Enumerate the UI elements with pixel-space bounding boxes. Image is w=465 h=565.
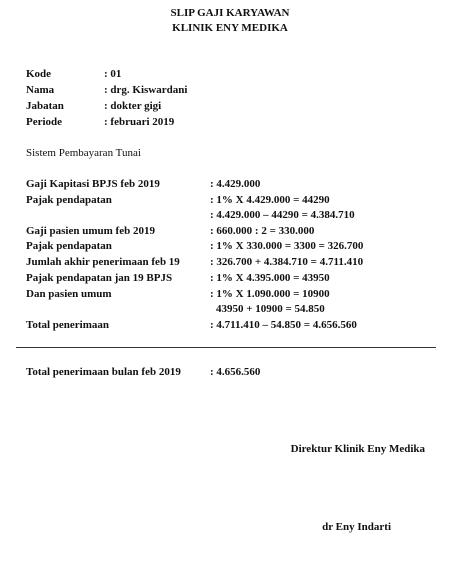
monthly-total-value: : 4.656.560 bbox=[210, 366, 261, 378]
employee-position-value: : dokter gigi bbox=[104, 100, 162, 112]
detail-label: Gaji Kapitasi BPJS feb 2019 bbox=[26, 178, 160, 190]
detail-value: : 4.429.000 – 44290 = 4.384.710 bbox=[210, 209, 355, 221]
detail-label: Pajak pendapatan bbox=[26, 240, 112, 252]
detail-label: Jumlah akhir penerimaan feb 19 bbox=[26, 256, 180, 268]
detail-label: Pajak pendapatan jan 19 BPJS bbox=[26, 272, 173, 284]
payment-system: Sistem Pembayaran Tunai bbox=[26, 147, 141, 159]
slip-title: SLIP GAJI KARYAWAN bbox=[170, 7, 290, 19]
detail-value: : 1% X 1.090.000 = 10900 bbox=[210, 288, 330, 300]
monthly-total-label: Total penerimaan bulan feb 2019 bbox=[26, 366, 181, 378]
employee-name-value: : drg. Kiswardani bbox=[104, 84, 188, 96]
total-value: : 4.711.410 – 54.850 = 4.656.560 bbox=[210, 319, 357, 331]
detail-value: : 1% X 4.395.000 = 43950 bbox=[210, 272, 330, 284]
signature-title: Direktur Klinik Eny Medika bbox=[290, 443, 425, 455]
detail-value: : 326.700 + 4.384.710 = 4.711.410 bbox=[210, 256, 364, 268]
detail-label: Gaji pasien umum feb 2019 bbox=[26, 225, 155, 237]
divider-line bbox=[16, 347, 436, 348]
employee-period-value: : februari 2019 bbox=[104, 116, 175, 128]
total-label: Total penerimaan bbox=[26, 319, 110, 331]
employee-period-label: Periode bbox=[26, 116, 63, 128]
detail-value: : 4.429.000 bbox=[210, 178, 261, 190]
detail-label: Dan pasien umum bbox=[26, 288, 112, 300]
clinic-name: KLINIK ENY MEDIKA bbox=[172, 22, 288, 34]
employee-code-label: Kode bbox=[26, 68, 52, 80]
detail-value: : 1% X 4.429.000 = 44290 bbox=[210, 194, 330, 206]
signature-name: dr Eny Indarti bbox=[322, 521, 391, 533]
employee-name-label: Nama bbox=[26, 84, 55, 96]
detail-value: : 660.000 : 2 = 330.000 bbox=[210, 225, 315, 237]
detail-value: : 1% X 330.000 = 3300 = 326.700 bbox=[210, 240, 364, 252]
detail-label: Pajak pendapatan bbox=[26, 194, 112, 206]
employee-position-label: Jabatan bbox=[26, 100, 64, 112]
employee-code-value: : 01 bbox=[104, 68, 122, 80]
detail-value: 43950 + 10900 = 54.850 bbox=[216, 303, 325, 315]
